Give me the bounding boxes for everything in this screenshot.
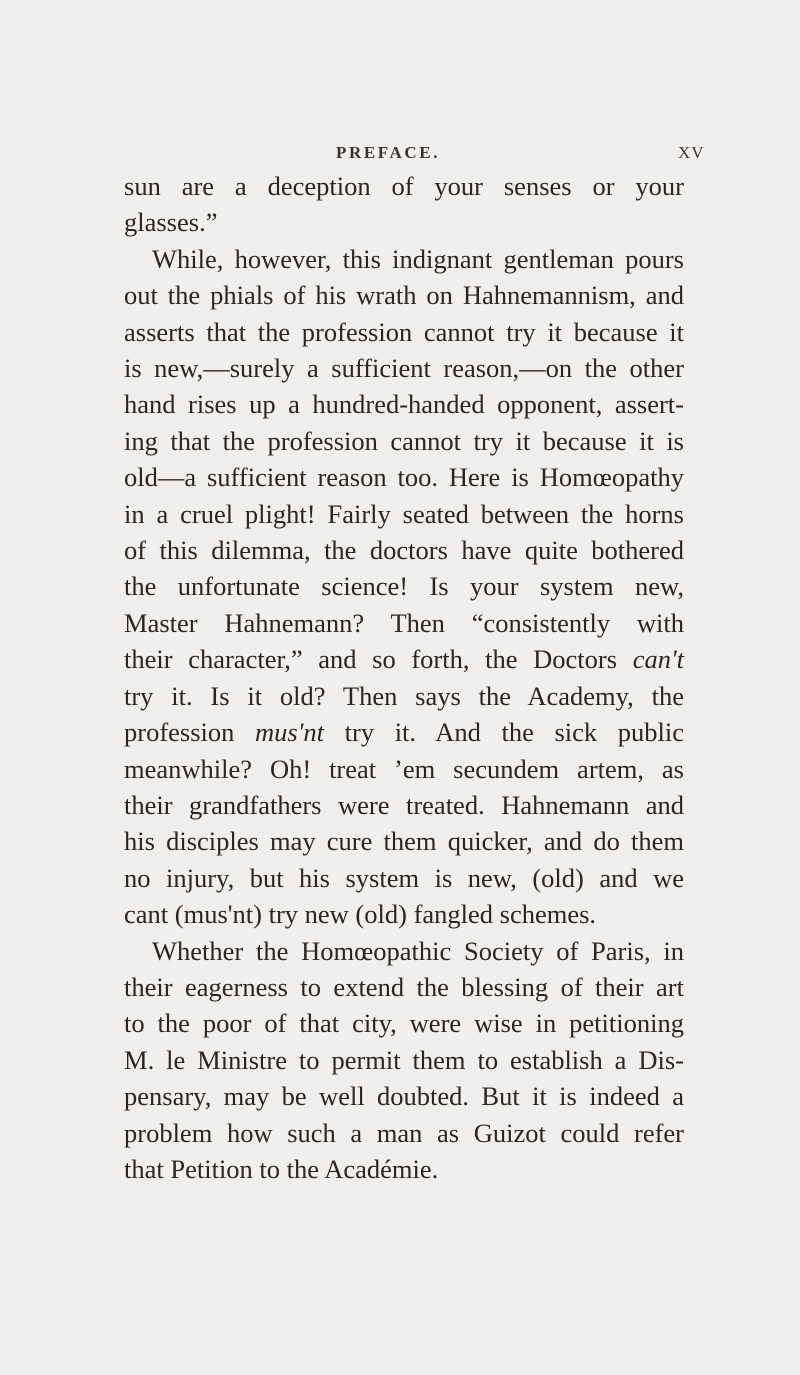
text-line: glasses.” [124, 207, 218, 238]
text-line: sun are a deception of your senses or your [124, 171, 684, 201]
text-line: cant (mus'nt) try new (old) fangled schemes. [124, 899, 597, 930]
text-line: try it. Is it old? Then says the Academy, the [124, 680, 684, 711]
text-line: asserts that the profession cannot try it because it [124, 316, 684, 347]
text-line: in a cruel plight! Fairly seated between the horns [124, 498, 684, 529]
text-line: hand rises up a hundred-handed opponent, assert- [124, 389, 684, 420]
text-line: ing that the profession cannot try it because it is [124, 425, 684, 456]
text-line: their grandfathers were treated. Hahnemann and [124, 789, 684, 820]
text-line: is new,—surely a sufficient reason,—on the other [124, 353, 684, 384]
page-number: XV [678, 143, 705, 162]
text-line: that Petition to the Académie. [124, 1153, 439, 1184]
text-line: M. le Ministre to permit them to establish a Dis- [124, 1044, 684, 1075]
page-header [0, 143, 800, 167]
paragraph-start-line: While, however, this indignant gentleman pours [152, 243, 684, 274]
line-segment: try it. And the sick public [344, 717, 685, 748]
italic-emphasis: mus'nt [255, 717, 325, 748]
text-line: problem how such a man as Guizot could refer [124, 1117, 684, 1148]
text-line: the unfortunate science! Is your system new, [124, 571, 684, 602]
text-line: old—a sufficient reason too. Here is Homœopathy [124, 462, 684, 493]
text-line [124, 641, 684, 677]
line-segment: profession [124, 717, 235, 748]
text-line: pensary, may be well doubted. But it is indeed a [124, 1081, 684, 1112]
running-head: PREFACE. [336, 143, 441, 162]
text-line: no injury, but his system is new, (old) and we [124, 862, 684, 893]
italic-emphasis: can't [632, 644, 685, 675]
text-line: out the phials of his wrath on Hahnemannism, and [124, 280, 684, 311]
text-line: Master Hahnemann? Then “consistently with [124, 607, 684, 638]
line-segment: their character,” and so forth, the Doctors [124, 644, 618, 675]
paragraph-start-line: Whether the Homœopathic Society of Paris, in [152, 935, 684, 966]
text-line: his disciples may cure them quicker, and do them [124, 826, 684, 857]
text-line [124, 714, 684, 750]
text-line: to the poor of that city, were wise in petitioning [124, 1008, 684, 1039]
body-text [124, 168, 684, 1187]
text-line: meanwhile? Oh! treat ’em secundem artem, as [124, 753, 684, 784]
text-line: their eagerness to extend the blessing of their art [124, 971, 684, 1002]
text-line: of this dilemma, the doctors have quite bothered [124, 535, 684, 566]
